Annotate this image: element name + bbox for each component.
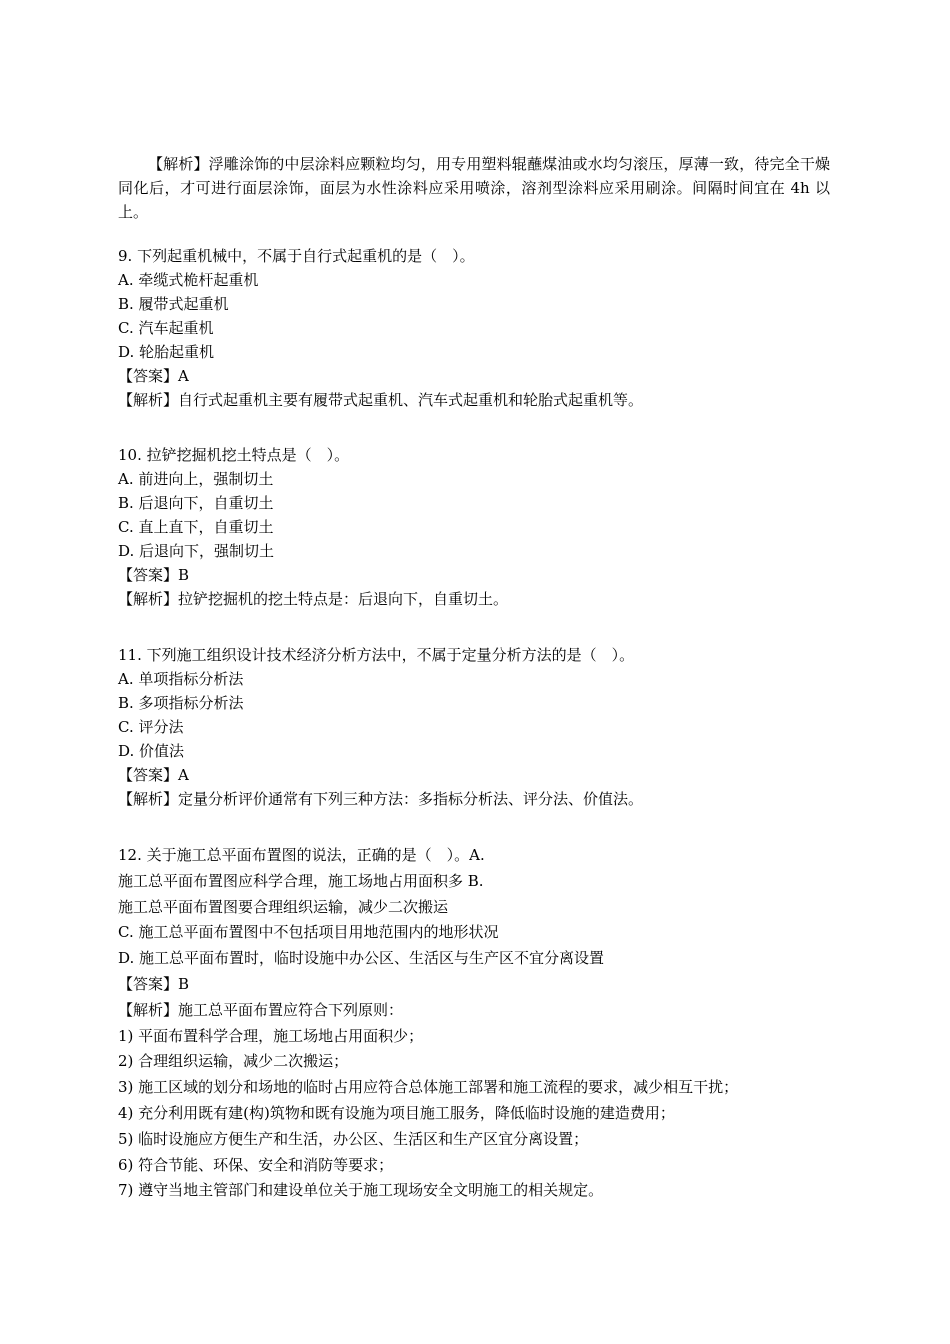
option-d: D. 后退向下，强制切土	[118, 542, 275, 560]
explanation: 【解析】自行式起重机主要有履带式起重机、汽车式起重机和轮胎式起重机等。	[118, 391, 644, 409]
option-b: 施工总平面布置图要合理组织运输，减少二次搬运	[118, 897, 449, 916]
option-a: A. 牵缆式桅杆起重机	[118, 271, 259, 289]
explanation: 【解析】施工总平面布置应符合下列原则：	[118, 1000, 404, 1019]
principle-item: 4) 充分利用既有建(构)筑物和既有设施为项目施工服务，降低临时设施的建造费用；	[118, 1103, 675, 1122]
option-b: B. 多项指标分析法	[118, 694, 244, 712]
answer: 【答案】A	[118, 766, 189, 784]
question-stem: 12. 关于施工总平面布置图的说法，正确的是（ ）。A.	[118, 846, 485, 864]
option-b: B. 履带式起重机	[118, 295, 229, 313]
option-c: C. 直上直下，自重切土	[118, 518, 274, 536]
option-a: 施工总平面布置图应科学合理，施工场地占用面积多 B.	[118, 871, 484, 890]
explanation: 【解析】定量分析评价通常有下列三种方法：多指标分析法、评分法、价值法。	[118, 790, 644, 808]
option-a: A. 单项指标分析法	[118, 670, 244, 688]
question-10	[118, 443, 878, 611]
question-stem: 11. 下列施工组织设计技术经济分析方法中，不属于定量分析方法的是（ ）。	[118, 646, 635, 664]
question-stem: 10. 拉铲挖掘机挖土特点是（ ）。	[118, 446, 350, 464]
question-12	[118, 843, 878, 1204]
question-stem: 9. 下列起重机械中，不属于自行式起重机的是（ ）。	[118, 247, 475, 265]
principle-item: 7) 遵守当地主管部门和建设单位关于施工现场安全文明施工的相关规定。	[118, 1181, 604, 1200]
intro-explanation: 【解析】浮雕涂饰的中层涂料应颗粒均匀，用专用塑料辊蘸煤油或水均匀滚压，厚薄一致，待完全干燥同化后，才可进行面层涂饰，面层为水性涂料应采用喷涂，溶剂型涂料应采用刷涂。间隔时间宜在 4h 以上。	[118, 155, 830, 221]
principle-item: 2) 合理组织运输，减少二次搬运；	[118, 1052, 349, 1071]
question-9	[118, 244, 878, 412]
principle-item: 1) 平面布置科学合理，施工场地占用面积少；	[118, 1026, 424, 1045]
option-c: C. 施工总平面布置图中不包括项目用地范围内的地形状况	[118, 923, 499, 942]
answer: 【答案】A	[118, 367, 189, 385]
question-11	[118, 643, 878, 811]
principle-item: 6) 符合节能、环保、安全和消防等要求；	[118, 1155, 394, 1174]
explanation: 【解析】拉铲挖掘机的挖土特点是：后退向下，自重切土。	[118, 590, 509, 608]
option-b: B. 后退向下，自重切土	[118, 494, 274, 512]
answer: 【答案】B	[118, 974, 190, 993]
option-d: D. 轮胎起重机	[118, 343, 215, 361]
option-c: C. 汽车起重机	[118, 319, 214, 337]
answer: 【答案】B	[118, 566, 190, 584]
option-c: C. 评分法	[118, 718, 184, 736]
option-a: A. 前进向上，强制切土	[118, 470, 274, 488]
option-d: D. 价值法	[118, 742, 185, 760]
option-d: D. 施工总平面布置时，临时设施中办公区、生活区与生产区不宜分离设置	[118, 949, 605, 968]
principle-item: 5) 临时设施应方便生产和生活，办公区、生活区和生产区宜分离设置；	[118, 1129, 589, 1148]
principle-item: 3) 施工区域的划分和场地的临时占用应符合总体施工部署和施工流程的要求，减少相互干扰；	[118, 1078, 739, 1097]
